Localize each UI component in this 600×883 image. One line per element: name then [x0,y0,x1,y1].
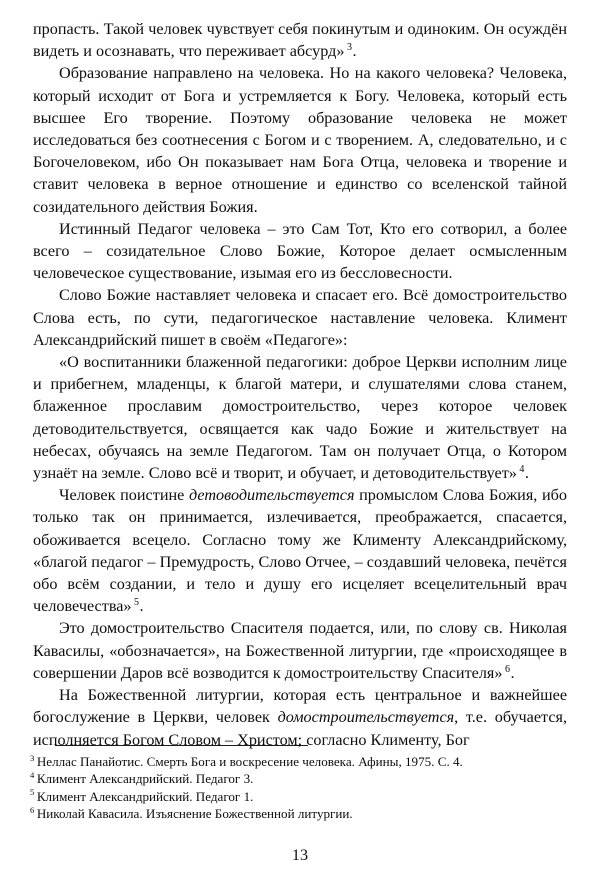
footnote-separator-rule [55,745,308,746]
paragraph [33,18,567,62]
text-run: промыслом Слова Божия, ибо только так он принимается, излечивается, преображается, спасается, обоживается всецело. Согласно тому же Клименту Александрийскому, «благой педагог – Премудрость, Слово Отчее, – создавший человека, печётся обо всём создании, и тело и душу его исцеляет всецелительный врач человечества» [33,486,567,616]
emphasised-term: домостроительствуется [277,708,455,727]
footnote-text: Климент Александрийский. Педагог 3. [36,771,254,787]
text-run: «О воспитанники блаженной педагогики: доброе Церкви исполним лице и прибегнем, младенцы, к благой матери, и слушателями слова станем, блаженное прославим домостроительство, через которое человек детоводительствуется, освящается как чадо Божие и жительствует на небесах, обучаясь на земле Педагогом. Там он получает Отца, о Котором узнаёт на земле. Слово всё и творит, и обучает, и детоводительствует» [33,353,567,483]
text-run: Человек поистине [59,486,189,505]
text-run: . [139,597,144,616]
footnote-text: Николай Кавасила. Изъяснение Божественной литургии. [36,806,353,822]
text-run: пропасть. Такой человек чувствует себя покинутым и одиноким. Он осуждён видеть и осознавать, что переживает абсурд» [33,20,567,61]
paragraph [33,62,567,217]
text-run: . [352,42,357,61]
text-run: Истинный Педагог человека – это Сам Тот, Кто его сотворил, а более всего – созидательное Слово Божие, Которое делает осмысленным человеческое существование, изымая его из бессловесности. [33,219,567,283]
text-run: , т.е. обучается, исполняется Богом Словом – Христом; согласно Клименту, Бог [33,708,567,749]
footnote-item [30,770,570,787]
paragraph [33,351,567,484]
text-run: Это домостроительство Спасителя подается, или, по слову св. Николая Кавасилы, «обозначается», на Божественной литургии, где «происходящее в совершении Даров всё возводится к домостроительству Спасителя» [33,619,567,682]
paragraph [33,684,567,751]
paragraph [33,617,567,684]
footnote-reference: 5 [134,596,140,608]
text-run: На Божественной литургии, которая есть центральное и важнейшее богослужение в Церкви, человек [33,686,567,727]
page-number: 13 [291,846,309,864]
footnote-section [30,745,570,823]
footnote-marker: 5 [30,787,35,798]
paragraph [33,284,567,351]
emphasised-term: детоводительствуется [189,486,355,505]
text-run: . [510,663,515,682]
footnote-item [30,753,570,770]
footnote-item [30,788,570,805]
text-run: . [524,464,529,483]
footnote-list [30,753,570,823]
footnote-text: Неллас Панайотис. Смерть Бога и воскресение человека. Афины, 1975. С. 4. [36,754,463,769]
text-run: Образование направлено на человека. Но на какого человека? Человека, который исходит от Бога и устремляется к Богу. Человека, который есть высшее Его творение. Поэтому образование человека не может исследоваться без соотнесения с Богом и с творением. А, следовательно, и с Богочеловеком, ибо Он показывает нам Бога Отца, человека и творение и ставит человека в верное отношение и единство со вселенской тайной созидательного действия Божия. [33,64,567,216]
footnote-item [30,805,570,822]
footnote-marker: 4 [30,770,35,781]
text-run: Слово Божие наставляет человека и спасает его. Всё домостроительство Слова есть, по сути, педагогическое наставление человека. Климент Александрийский пишет в своём «Педагоге»: [33,286,567,349]
footnote-reference: 6 [504,663,510,675]
footnote-marker: 6 [30,804,35,815]
paragraph [33,484,567,617]
footnote-reference: 3 [346,41,352,53]
footnote-reference: 4 [519,463,525,475]
body-text-column [33,18,567,751]
paragraph [33,218,567,285]
footnote-text: Климент Александрийский. Педагог 1. [36,788,254,804]
footnote-marker: 3 [30,752,35,763]
